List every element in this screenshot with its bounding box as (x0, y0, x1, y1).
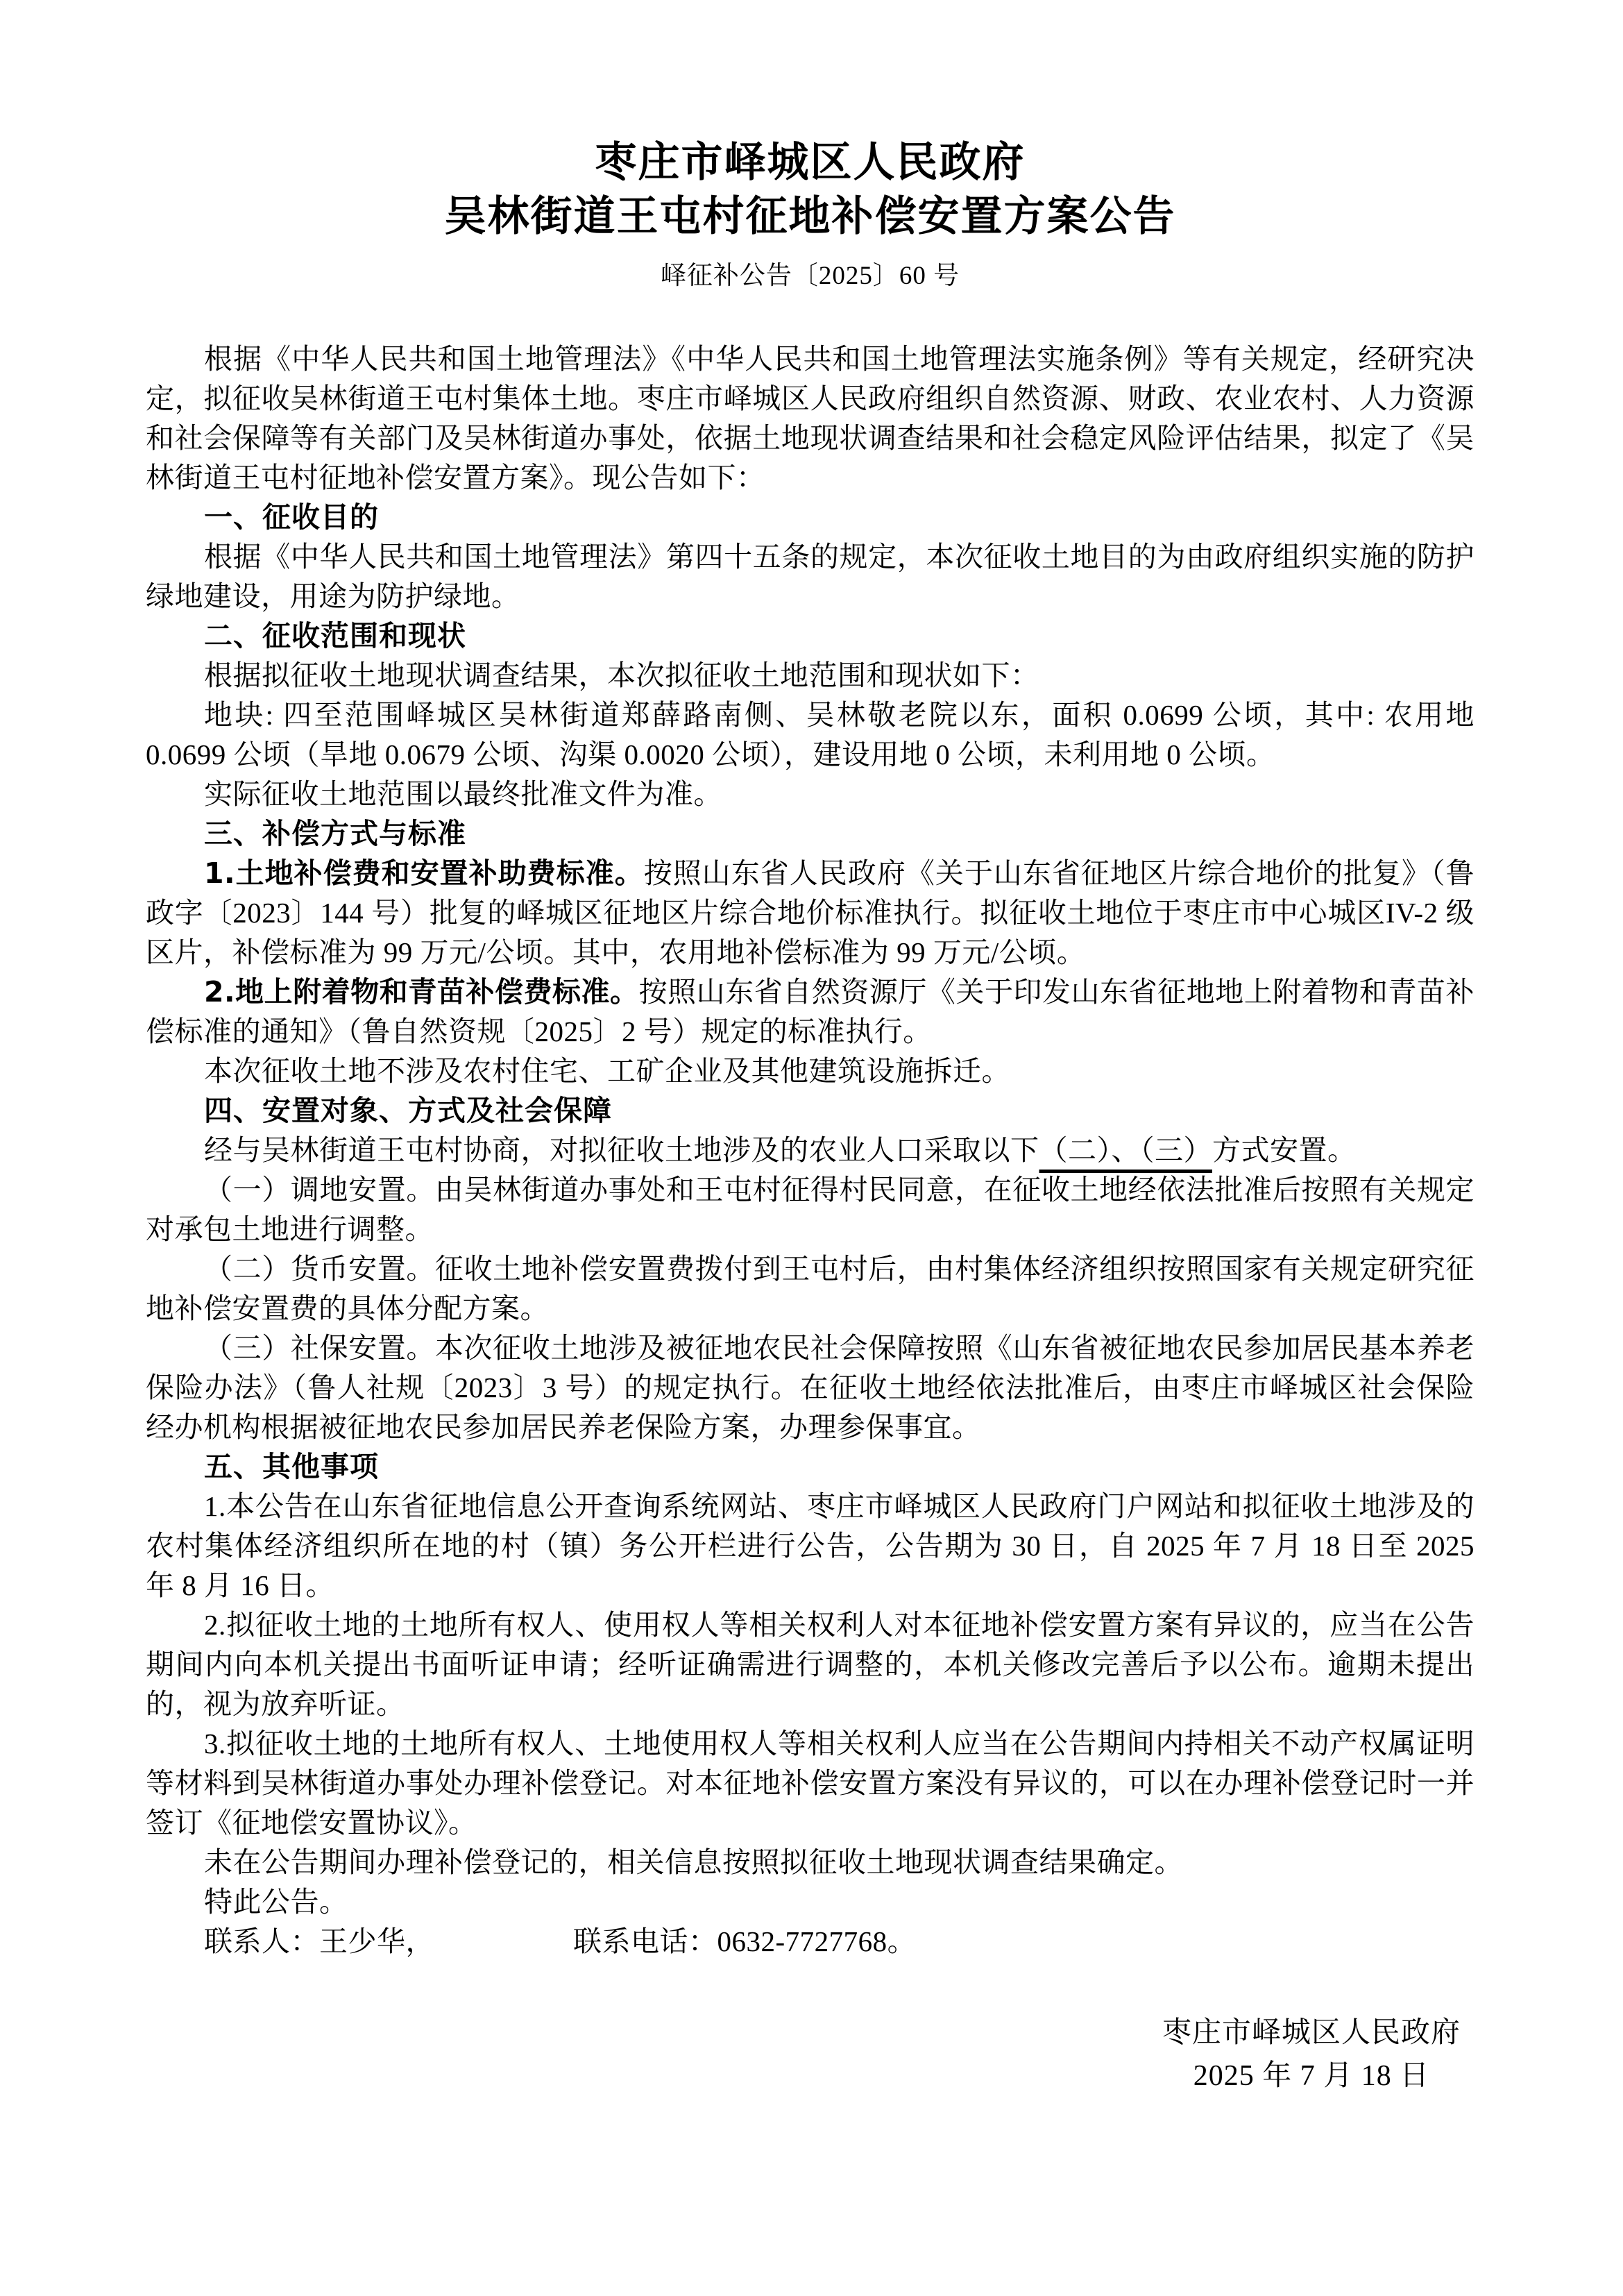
document-body (146, 339, 1475, 1961)
paragraph-scope-note: 实际征收土地范围以最终批准文件为准。 (204, 778, 722, 810)
contact-line (146, 1922, 1475, 1961)
paragraph-resettle (146, 1131, 1475, 1170)
paragraph-other-1: 1.本公告在山东省征地信息公开查询系统网站、枣庄市峄城区人民政府门户网站和拟征收土地涉及的农村集体经济组织所在地的村（镇）务公开栏进行公告，公告期为 30 日，自 2025 年 7 月 18 日至 2025 年 8 月 16 日。 (146, 1490, 1475, 1601)
paragraph-other-3: 3.拟征收土地的土地所有权人、土地使用权人等相关权利人应当在公告期间内持相关不动产权属证明等材料到吴林街道办事处办理补偿登记。对本征地补偿安置方案没有异议的，可以在办理补偿登记时一并签订《征地偿安置协议》。 (146, 1728, 1475, 1839)
paragraph-way-2: （二）货币安置。征收土地补偿安置费拨付到王屯村后，由村集体经济组织按照国家有关规定研究征地补偿安置费的具体分配方案。 (146, 1253, 1475, 1324)
paragraph-scope-intro: 根据拟征收土地现状调查结果，本次拟征收土地范围和现状如下： (204, 659, 1039, 691)
signature-org: 枣庄市峄城区人民政府 (1162, 2017, 1461, 2049)
text-run-comp1: 按照山东省人民政府《关于山东省征地区片综合地价的批复》（鲁政字〔2023〕144 号）批复的峄城区征地区片综合地价标准执行。拟征收土地位于枣庄市中心城区IV-2 级区片，补偿标准为 99 万元/公顷。其中，农用地补偿标准为 99 万元/公顷。 (146, 857, 1475, 968)
signature-block (1162, 2011, 1461, 2097)
heading-section-3: 三、补偿方式与标准 (204, 817, 466, 850)
doc-number: 峄征补公告〔2025〕60 号 (660, 262, 960, 290)
contact-name: 联系人：王少华， (204, 1925, 434, 1957)
paragraph-way-3: （三）社保安置。本次征收土地涉及被征地农民社会保障按照《山东省被征地农民参加居民基本养老保险办法》（鲁人社规〔2023〕3 号）的规定执行。在征收土地经依法批准后，由枣庄市峄城区社会保险经办机构根据被征地农民参加居民养老保险方案，办理参保事宜。 (146, 1332, 1475, 1443)
underline-run-resettle: （二）、（三） (1039, 1134, 1212, 1166)
heading-section-5: 五、其他事项 (204, 1450, 379, 1483)
heading-section-2: 二、征收范围和现状 (204, 619, 466, 652)
paragraph-way-1: （一）调地安置。由吴林街道办事处和王屯村征得村民同意，在征收土地经依法批准后按照有关规定对承包土地进行调整。 (146, 1174, 1475, 1245)
paragraph-purpose: 根据《中华人民共和国土地管理法》第四十五条的规定，本次征收土地目的为由政府组织实施的防护绿地建设，用途为防护绿地。 (146, 541, 1475, 612)
contact-phone: 联系电话：0632-7727768。 (573, 1925, 917, 1957)
paragraph-other-4: 未在公告期间办理补偿登记的，相关信息按照拟征收土地现状调查结果确定。 (204, 1846, 1183, 1878)
text-run-resettle-post: 方式安置。 (1212, 1134, 1357, 1166)
page-title-line1: 枣庄市峄城区人民政府 (595, 140, 1026, 185)
signature-date: 2025 年 7 月 18 日 (1193, 2060, 1430, 2092)
paragraph-other-2: 2.拟征收土地的土地所有权人、使用权人等相关权利人对本征地补偿安置方案有异议的，应当在公告期间内向本机关提出书面听证申请；经听证确需进行调整的，本机关修改完善后予以公布。逾期未提出的，视为放弃听证。 (146, 1609, 1475, 1720)
document-title (146, 135, 1475, 244)
paragraph-intro: 根据《中华人民共和国土地管理法》《中华人民共和国土地管理法实施条例》等有关规定，经研究决定，拟征收吴林街道王屯村集体土地。枣庄市峄城区人民政府组织自然资源、财政、农业农村、人力资源和社会保障等有关部门及吴林街道办事处，依据土地现状调查结果和社会稳定风险评估结果，拟定了《吴林街道王屯村征地补偿安置方案》。现公告如下： (146, 343, 1475, 493)
paragraph-compensation-2 (146, 972, 1475, 1052)
bold-run-comp2: 2.地上附着物和青苗补偿费标准。 (204, 975, 639, 1008)
bold-run-comp1: 1.土地补偿费和安置补助费标准。 (204, 856, 644, 890)
text-run-resettle-pre: 经与吴林街道王屯村协商，对拟征收土地涉及的农业人口采取以下 (204, 1134, 1039, 1166)
text-run-comp2: 按照山东省自然资源厅《关于印发山东省征地地上附着物和青苗补偿标准的通知》（鲁自然资规〔2025〕2 号）规定的标准执行。 (146, 976, 1475, 1047)
heading-section-4: 四、安置对象、方式及社会保障 (204, 1094, 612, 1127)
paragraph-closing: 特此公告。 (204, 1886, 348, 1918)
page-title-line2: 吴林街道王屯村征地补偿安置方案公告 (444, 194, 1176, 239)
paragraph-compensation-1 (146, 854, 1475, 972)
paragraph-compensation-note: 本次征收土地不涉及农村住宅、工矿企业及其他建筑设施拆迁。 (204, 1055, 1010, 1087)
paragraph-parcel: 地块: 四至范围峄城区吴林街道郑薛路南侧、吴林敬老院以东，面积 0.0699 公顷，其中: 农用地 0.0699 公顷（旱地 0.0679 公顷、沟渠 0.0020 公顷），建设用地 0 公顷，未利用地 0 公顷。 (146, 699, 1475, 770)
heading-section-1: 一、征收目的 (204, 500, 379, 534)
